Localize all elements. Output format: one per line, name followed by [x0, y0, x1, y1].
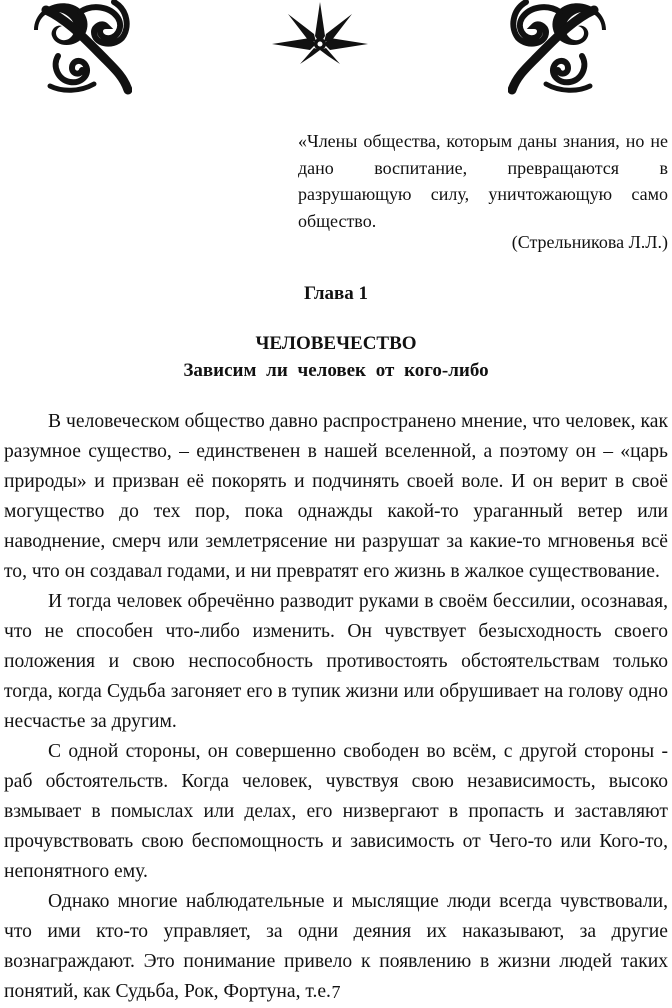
body-paragraph: В человеческом общество давно распространено мнение, что человек, как разумное существо, – единственен в нашей вселенной, а поэтому он – «царь природы» и призван её покорять и подчинять своей воле. И он верит в своё могущество до тех пор, пока однажды какой-то ураганный ветер или наводнение, смерч или землетрясение ни разрушат за какие-то мгновенья всё то, что он создавал годами, и ни превратят его жизнь в жалкое существование.: [4, 411, 668, 582]
flourish-right-icon: [508, 0, 612, 100]
flourish-left-icon: [28, 0, 132, 100]
chapter-title: ЧЕЛОВЕЧЕСТВО: [255, 333, 417, 354]
chapter-subtitle: Зависим ли человек от кого-либо: [183, 360, 489, 381]
chapter-label: Глава 1: [303, 283, 369, 304]
page-number: 7: [331, 982, 341, 1002]
star-burst-icon: [270, 0, 370, 68]
chapter-body: [4, 407, 668, 1007]
epigraph-quote: «Члены общества, которым даны знания, но не дано воспитание, превращаются в разрушающую силу, уничтожающую само общество.: [298, 131, 668, 231]
flourish-ornament-right: [508, 0, 612, 100]
body-paragraph: С одной стороны, он совершенно свободен во всём, с другой стороны - раб обстоятельств. Когда человек, чувствуя свою независимость, высоко взмывает в помыслах или делах, его низвергают в пропасть и заставляют прочувствовать свою беспомощность и зависимость от Чего-то или Кого-то, непонятного ему.: [4, 741, 668, 882]
epigraph-author: (Стрельникова Л.Л.): [511, 232, 668, 252]
body-paragraph: Однако многие наблюдательные и мыслящие люди всегда чувствовали, что ими кто-то управляет, за одни деяния их наказывают, за другие вознаграждают. Это понимание привело к появлению в жизни людей таких понятий, как Судьба, Рок, Фортуна, т.е.: [4, 891, 668, 1002]
body-paragraph: И тогда человек обречённо разводит руками в своём бессилии, осознавая, что не способен что-либо изменить. Он чувствует безысходность своего положения и свою неспособность противостоять обстоятельствам только тогда, когда Судьба загоняет его в тупик жизни или обрушивает на голову одно несчастье за другим.: [4, 591, 668, 732]
flourish-ornament-left: [28, 0, 132, 100]
star-burst-ornament: [270, 0, 370, 68]
